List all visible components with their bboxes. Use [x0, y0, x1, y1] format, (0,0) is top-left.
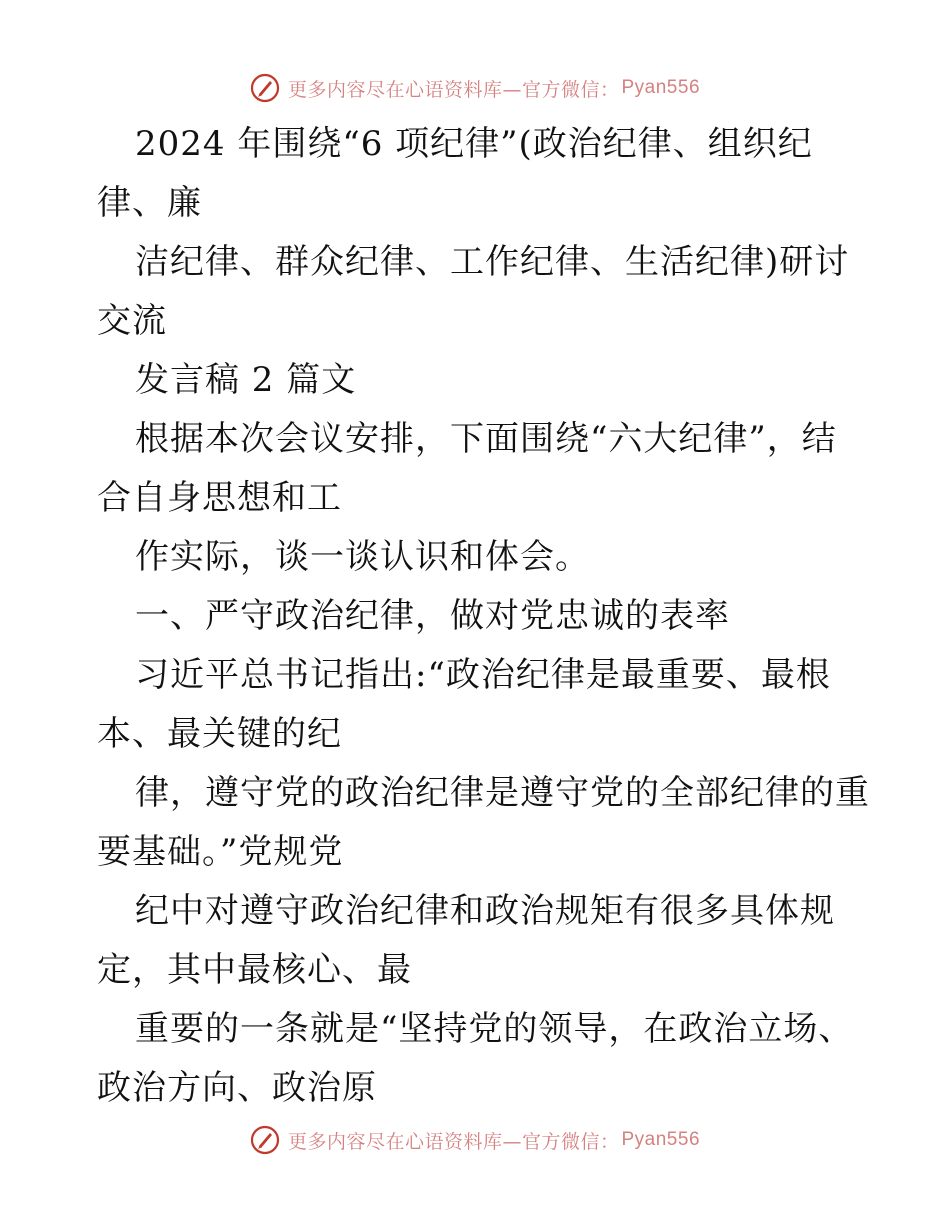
document-body — [97, 115, 877, 1118]
text-line: 要基础。”党规党 — [97, 832, 344, 872]
text-line: 洁纪律、群众纪律、工作纪律、生活纪律)研讨 — [135, 242, 850, 282]
quill-seal-icon — [250, 73, 280, 103]
text-line: 习近平总书记指出:“政治纪律是最重要、最根 — [135, 655, 831, 695]
text-line: 交流 — [97, 301, 167, 341]
text-line: 律、廉 — [97, 183, 202, 223]
text-line: 律，遵守党的政治纪律是遵守党的全部纪律的重 — [135, 773, 870, 813]
text-line: 发言稿 2 篇文 — [135, 360, 357, 400]
text-line: 2024 年围绕“6 项纪律”(政治纪律、组织纪 — [135, 124, 813, 164]
watermark-id: Pyan556 — [621, 77, 701, 98]
footer-watermark — [0, 1120, 950, 1160]
watermark-text: 更多内容尽在心语资料库—官方微信： — [287, 1130, 620, 1153]
text-line: 纪中对遵守政治纪律和政治规矩有很多具体规 — [135, 891, 835, 931]
text-line: 合自身思想和工 — [97, 478, 342, 518]
text-line: 定，其中最核心、最 — [97, 950, 412, 990]
text-line: 作实际，谈一谈认识和体会。 — [135, 537, 590, 577]
text-line: 根据本次会议安排，下面围绕“六大纪律”，结 — [135, 419, 837, 459]
quill-seal-icon — [250, 1125, 280, 1155]
text-line: 重要的一条就是“坚持党的领导，在政治立场、 — [135, 1009, 854, 1049]
watermark-text: 更多内容尽在心语资料库—官方微信： — [287, 78, 620, 101]
text-line: 政治方向、政治原 — [97, 1068, 377, 1108]
section-heading: 一、严守政治纪律，做对党忠诚的表率 — [135, 596, 730, 636]
header-watermark — [0, 68, 950, 108]
watermark-id: Pyan556 — [621, 1129, 701, 1150]
text-line: 本、最关键的纪 — [97, 714, 342, 754]
